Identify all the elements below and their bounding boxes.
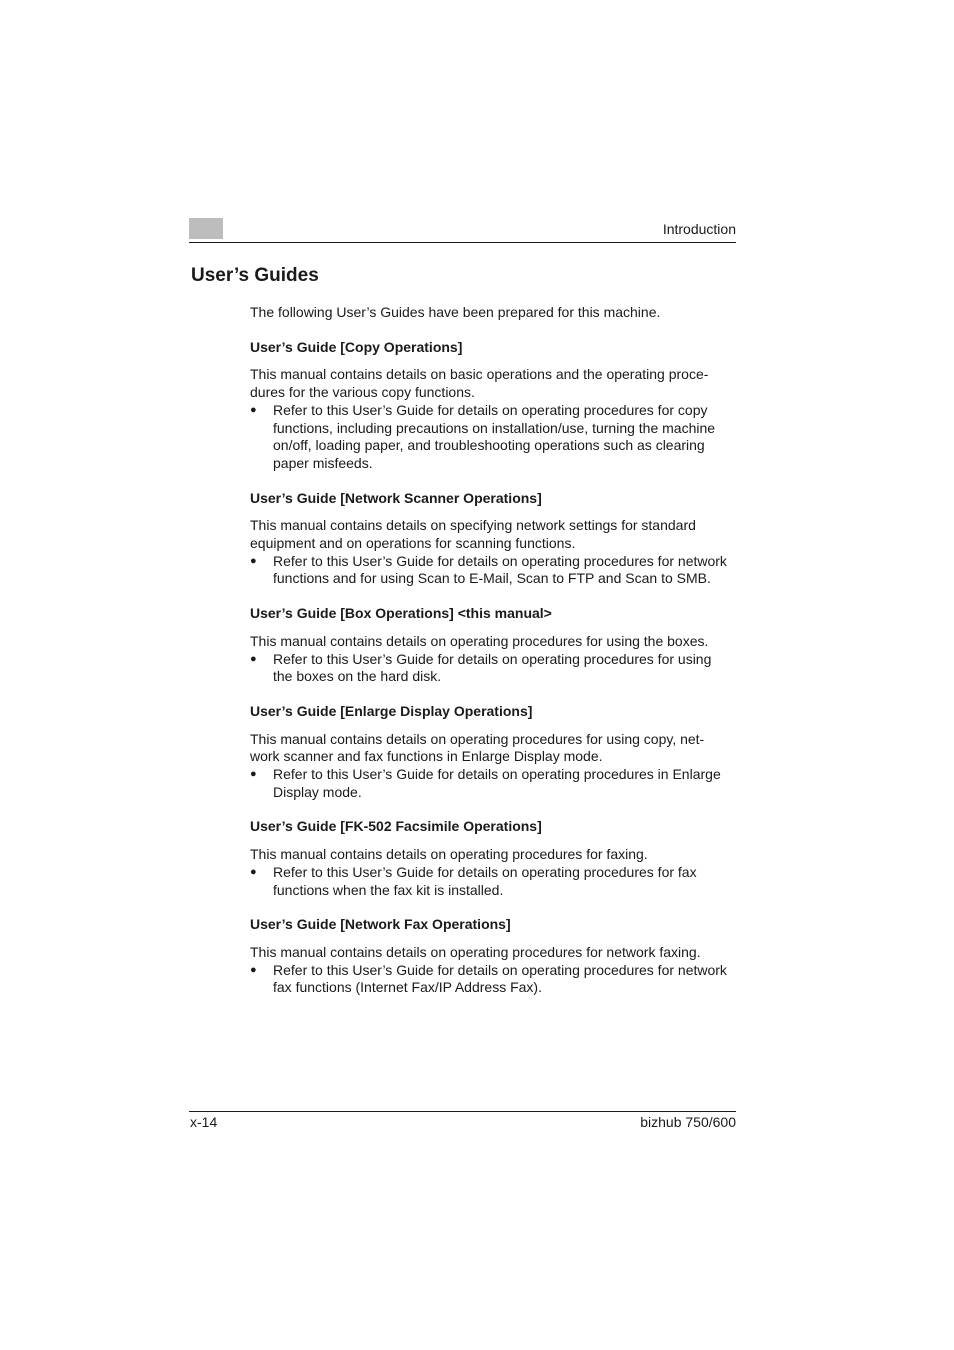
page-title: User’s Guides bbox=[191, 265, 319, 286]
bullet-item bbox=[250, 962, 736, 997]
bullet-item bbox=[250, 766, 736, 801]
bullet-item bbox=[250, 402, 736, 473]
bullet-dot-icon: ● bbox=[250, 865, 257, 878]
bullet-line: functions and for using Scan to E-Mail, Scan to FTP and Scan to SMB. bbox=[273, 570, 711, 587]
description-line: This manual contains details on operating procedures for network faxing. bbox=[250, 943, 701, 960]
bullet-line: functions when the fax kit is installed. bbox=[273, 881, 504, 898]
guide-section bbox=[250, 818, 736, 899]
bullet-line: Refer to this User’s Guide for details on operating procedures for network bbox=[273, 552, 727, 569]
bullet-dot-icon: ● bbox=[250, 768, 257, 781]
guides-content bbox=[250, 304, 736, 997]
bullet-dot-icon: ● bbox=[250, 554, 257, 567]
section-description bbox=[250, 366, 736, 401]
section-description bbox=[250, 517, 736, 552]
description-line: This manual contains details on operating procedures for using the boxes. bbox=[250, 632, 709, 649]
intro-text: The following User’s Guides have been prepared for this machine. bbox=[250, 304, 661, 320]
section-description bbox=[250, 633, 736, 651]
section-heading: User’s Guide [Copy Operations] bbox=[250, 338, 463, 355]
guide-section bbox=[250, 703, 736, 802]
description-line: This manual contains details on specifying network settings for standard bbox=[250, 517, 696, 534]
description-line: dures for the various copy functions. bbox=[250, 384, 475, 401]
section-heading: User’s Guide [Enlarge Display Operations] bbox=[250, 702, 533, 719]
bullet-line: the boxes on the hard disk. bbox=[273, 668, 442, 685]
guide-section bbox=[250, 605, 736, 686]
bullet-item bbox=[250, 553, 736, 588]
running-header-title: Introduction bbox=[662, 221, 736, 237]
page-number: x-14 bbox=[190, 1114, 218, 1130]
bullet-line: fax functions (Internet Fax/IP Address Fax). bbox=[273, 979, 542, 996]
description-line: equipment and on operations for scanning functions. bbox=[250, 535, 576, 552]
product-model: bizhub 750/600 bbox=[640, 1114, 736, 1130]
section-heading: User’s Guide [Network Fax Operations] bbox=[250, 916, 511, 933]
bullet-line: functions, including precautions on installation/use, turning the machine bbox=[273, 419, 716, 436]
bullet-line: Display mode. bbox=[273, 783, 362, 800]
section-description bbox=[250, 944, 736, 962]
bullet-line: Refer to this User’s Guide for details on operating procedures for network bbox=[273, 961, 727, 978]
guide-section bbox=[250, 490, 736, 589]
bullet-item bbox=[250, 651, 736, 686]
bullet-line: Refer to this User’s Guide for details on operating procedures for using bbox=[273, 650, 712, 667]
bullet-dot-icon: ● bbox=[250, 963, 257, 976]
description-line: work scanner and fax functions in Enlarge Display mode. bbox=[250, 748, 603, 765]
bullet-line: on/off, loading paper, and troubleshooting operations such as clearing bbox=[273, 437, 705, 454]
section-description bbox=[250, 846, 736, 864]
description-line: This manual contains details on operating procedures for faxing. bbox=[250, 846, 648, 863]
bullet-line: paper misfeeds. bbox=[273, 454, 373, 471]
bullet-dot-icon: ● bbox=[250, 652, 257, 665]
section-description bbox=[250, 731, 736, 766]
bullet-line: Refer to this User’s Guide for details on operating procedures in Enlarge bbox=[273, 766, 721, 783]
footer-rule bbox=[189, 1111, 736, 1112]
bullet-line: Refer to this User’s Guide for details on operating procedures for fax bbox=[273, 863, 697, 880]
guides-list bbox=[250, 339, 736, 997]
guide-section bbox=[250, 339, 736, 473]
bullet-line: Refer to this User’s Guide for details on operating procedures for copy bbox=[273, 401, 708, 418]
bullet-dot-icon: ● bbox=[250, 403, 257, 416]
guide-section bbox=[250, 916, 736, 997]
section-heading: User’s Guide [Box Operations] <this manual> bbox=[250, 605, 552, 622]
bullet-item bbox=[250, 864, 736, 899]
chapter-tab-marker bbox=[189, 218, 223, 239]
section-heading: User’s Guide [FK-502 Facsimile Operations] bbox=[250, 818, 542, 835]
description-line: This manual contains details on basic operations and the operating proce- bbox=[250, 366, 709, 383]
description-line: This manual contains details on operating procedures for using copy, net- bbox=[250, 730, 705, 747]
header-rule bbox=[189, 242, 736, 243]
section-heading: User’s Guide [Network Scanner Operations] bbox=[250, 489, 542, 506]
